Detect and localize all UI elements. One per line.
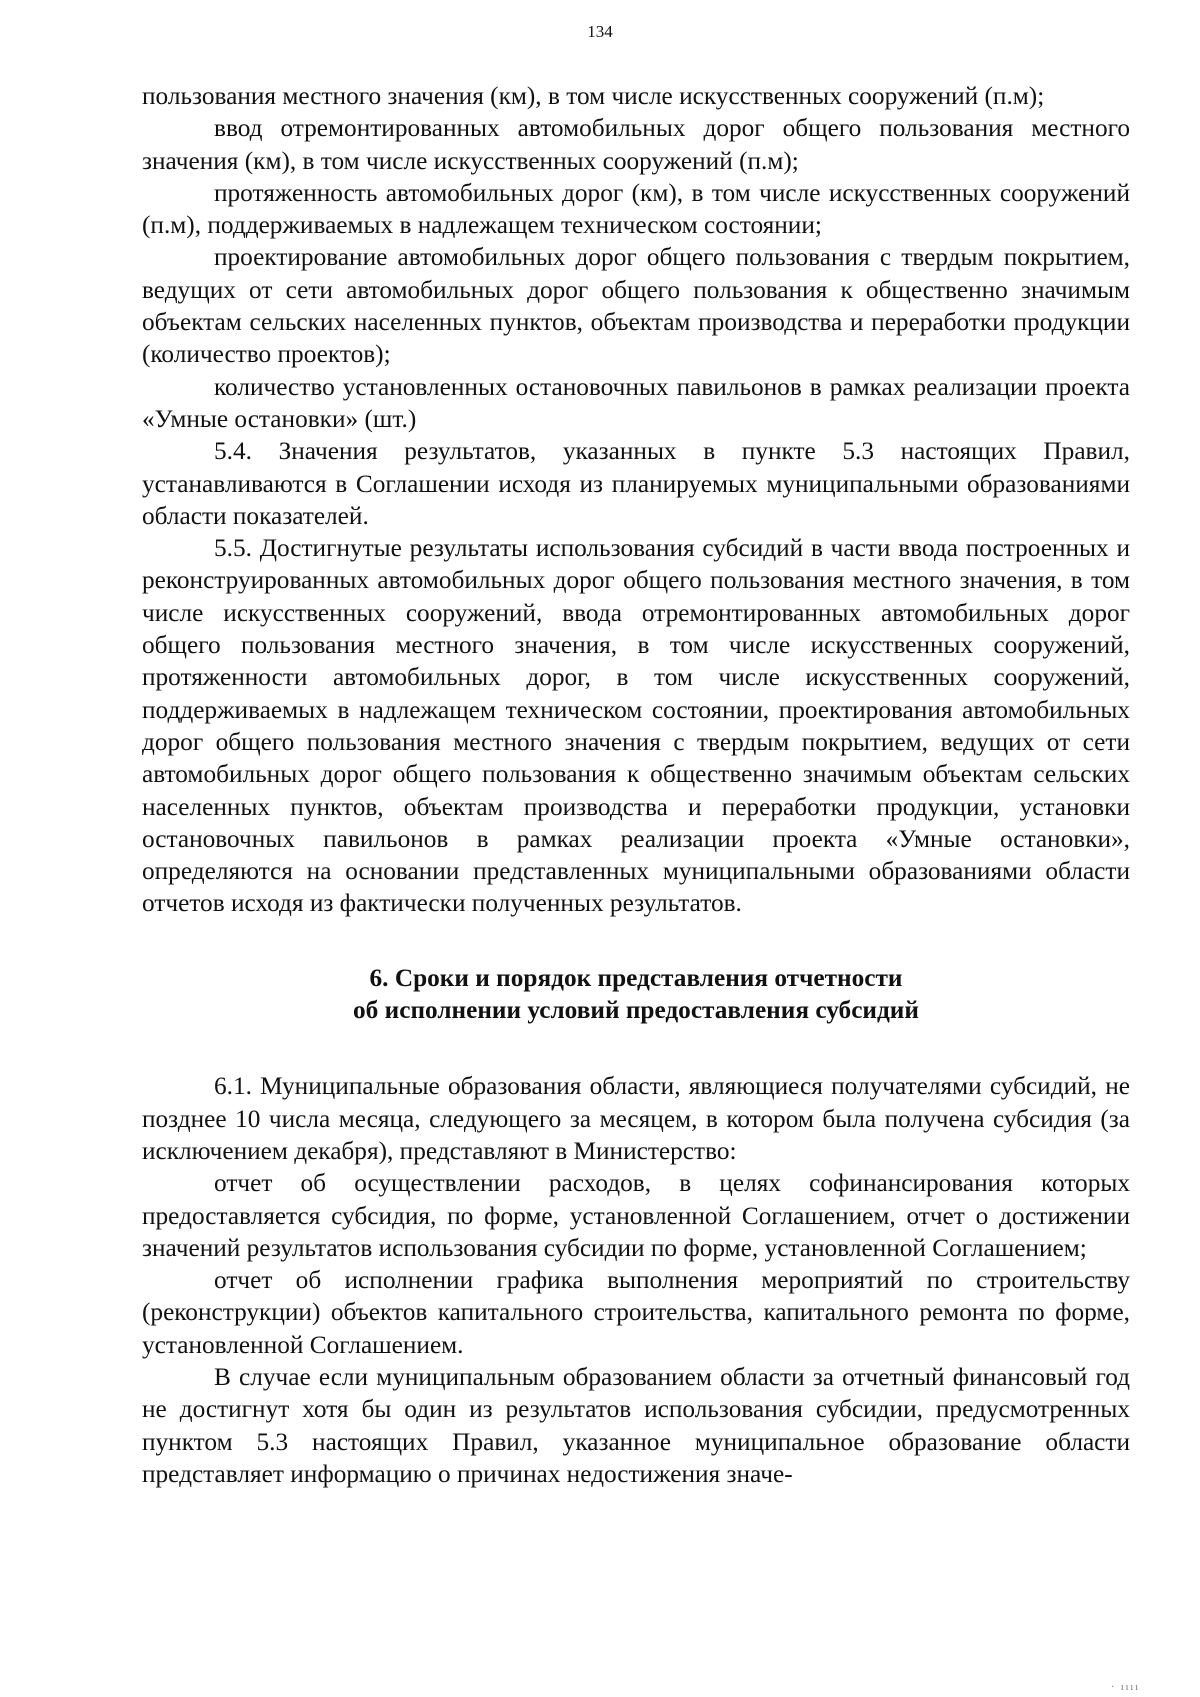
paragraph: проектирование автомобильных дорог общего пользования с твердым покрытием, ведущих от сети автомобильных дорог общего пользования к общественно значимым объектам сельских населенных пунктов, объектам производства и переработки продукции (количество проектов);	[142, 243, 1130, 369]
section-6-title	[142, 962, 1130, 1027]
section-title-line: об исполнении условий предоставления субсидий	[353, 996, 919, 1025]
paragraph: пользования местного значения (км), в том числе искусственных сооружений (п.м);	[142, 82, 1045, 110]
paragraph: отчет об осуществлении расходов, в целях софинансирования которых предоставляется субсидия, по форме, установленной Соглашением, отчет о достижении значений результатов использования субсидии по форме, установленной Соглашением;	[142, 1169, 1130, 1262]
paragraph: ввод отремонтированных автомобильных дорог общего пользования местного значения (км), в том числе искусственных сооружений (п.м);	[142, 114, 1130, 175]
section-title-line: 6. Сроки и порядок представления отчетности	[369, 963, 903, 992]
document-body	[142, 80, 1130, 1490]
paragraph-5-4: 5.4. Значения результатов, указанных в пункте 5.3 настоящих Правил, устанавливаются в Соглашении исходя из планируемых муниципальными образованиями области показателей.	[142, 437, 1130, 530]
paragraph: В случае если муниципальным образованием области за отчетный финансовый год не достигнут хотя бы один из результатов использования субсидии, предусмотренных пунктом 5.3 настоящих Правил, указанное муниципальное образование области представляет информацию о причинах недостижения значе-	[142, 1362, 1130, 1488]
paragraph-6-1: 6.1. Муниципальные образования области, являющиеся получателями субсидий, не позднее 10 числа месяца, следующего за месяцем, в котором была получена субсидия (за исключением декабря), представляют в Министерство:	[142, 1072, 1130, 1165]
paragraph-5-5: 5.5. Достигнутые результаты использования субсидий в части ввода построенных и реконструированных автомобильных дорог общего пользования местного значения, в том числе искусственных сооружений, ввода отремонтированных автомобильных дорог общего пользования местного значения, в том числе искусственных сооружений, протяженности автомобильных дорог, в том числе искусственных сооружений, поддерживаемых в надлежащем техническом состоянии, проектирования автомобильных дорог общего пользования местного значения с твердым покрытием, ведущих от сети автомобильных дорог общего пользования к общественно значимым объектам сельских населенных пунктов, объектам производства и переработки продукции, установки остановочных павильонов в рамках реализации проекта «Умные остановки», определяются на основании представленных муниципальными образованиями области отчетов исходя из фактически полученных результатов.	[142, 534, 1130, 918]
paragraph: протяженность автомобильных дорог (км), в том числе искусственных сооружений (п.м), поддерживаемых в надлежащем техническом состоянии;	[142, 178, 1130, 240]
page-number: 134	[587, 22, 613, 41]
scan-mark: · ıııı	[1111, 1682, 1140, 1693]
paragraph: количество установленных остановочных павильонов в рамках реализации проекта «Умные остановки» (шт.)	[142, 372, 1130, 433]
paragraph: отчет об исполнении графика выполнения мероприятий по строительству (реконструкции) объектов капитального строительства, капитального ремонта по форме, установленной Соглашением.	[142, 1266, 1130, 1359]
